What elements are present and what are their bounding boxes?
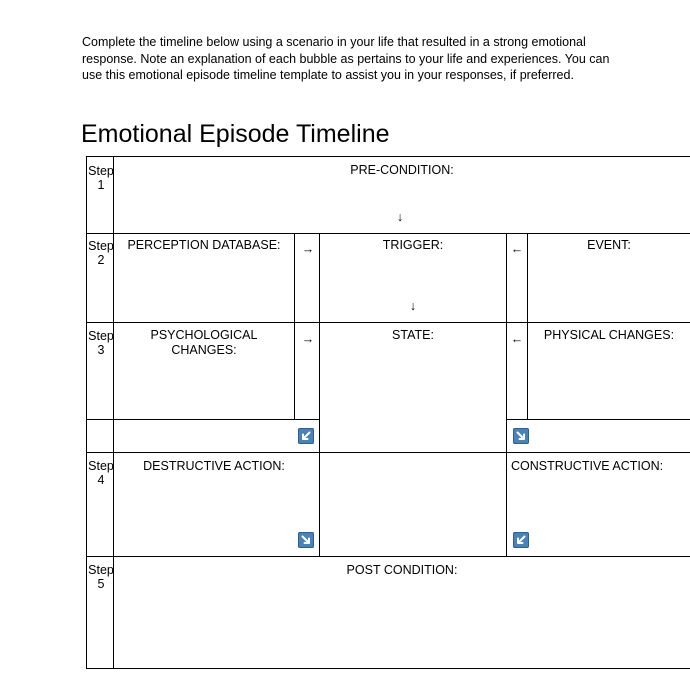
step-label: [88, 329, 114, 357]
step-label: [88, 563, 114, 591]
arrow-down-glyph: ↓: [409, 299, 417, 313]
table-rule: [86, 556, 690, 557]
table-rule: [86, 419, 319, 420]
arrow-left-glyph: ←: [510, 242, 524, 256]
table-rule: [86, 322, 690, 323]
constructive-action-label: CONSTRUCTIVE ACTION:: [511, 459, 664, 473]
table-rule: [86, 156, 690, 157]
step-word: Step: [88, 239, 114, 253]
psychological-changes-line: CHANGES:: [171, 343, 237, 357]
post-condition-label: POST CONDITION:: [346, 563, 458, 577]
page-title: Emotional Episode Timeline: [81, 120, 390, 148]
step-number: 5: [97, 577, 105, 591]
precondition-label: PRE-CONDITION:: [350, 163, 454, 177]
step-number: 4: [97, 473, 105, 487]
step-word: Step: [88, 329, 114, 343]
arrow-right-glyph: →: [301, 332, 315, 346]
table-rule: [527, 233, 528, 419]
table-rule: [506, 233, 507, 556]
physical-changes-label: PHYSICAL CHANGES:: [543, 328, 675, 342]
table-rule: [86, 233, 690, 234]
table-rule: [294, 233, 295, 419]
step-word: Step: [88, 563, 114, 577]
psychological-changes-line: PSYCHOLOGICAL: [150, 328, 258, 342]
arrow-right-glyph: →: [301, 242, 315, 256]
table-rule: [86, 452, 690, 453]
arrow-down-glyph: ↓: [396, 210, 404, 224]
step-word: Step: [88, 164, 114, 178]
trigger-label: TRIGGER:: [382, 238, 444, 252]
table-rule: [506, 419, 690, 420]
arrow-down-left-icon: [513, 532, 529, 548]
psychological-changes-label: [114, 328, 294, 358]
table-rule: [113, 156, 114, 669]
step-label: [88, 239, 114, 267]
step-label: [88, 164, 114, 192]
instructions-paragraph: Complete the timeline below using a scenario in your life that resulted in a strong emotional response. Note an explanation of each bubble as pertains to your life and experiences. You can use this emotional episode timeline template to assist you in your responses, if preferred.: [82, 35, 610, 82]
step-label: [88, 459, 114, 487]
step-number: 3: [97, 343, 105, 357]
table-rule: [319, 233, 320, 556]
arrow-down-right-icon: [513, 428, 529, 444]
arrow-down-right-icon: [298, 532, 314, 548]
step-number: 2: [97, 253, 105, 267]
state-label: STATE:: [392, 328, 434, 342]
step-number: 1: [97, 178, 105, 192]
event-label: EVENT:: [587, 238, 631, 252]
destructive-action-label: DESTRUCTIVE ACTION:: [143, 459, 285, 473]
arrow-down-left-icon: [298, 428, 314, 444]
table-rule: [86, 668, 690, 669]
arrow-left-glyph: ←: [510, 332, 524, 346]
table-rule: [86, 156, 87, 669]
perception-database-label: PERCEPTION DATABASE:: [127, 238, 281, 252]
step-word: Step: [88, 459, 114, 473]
